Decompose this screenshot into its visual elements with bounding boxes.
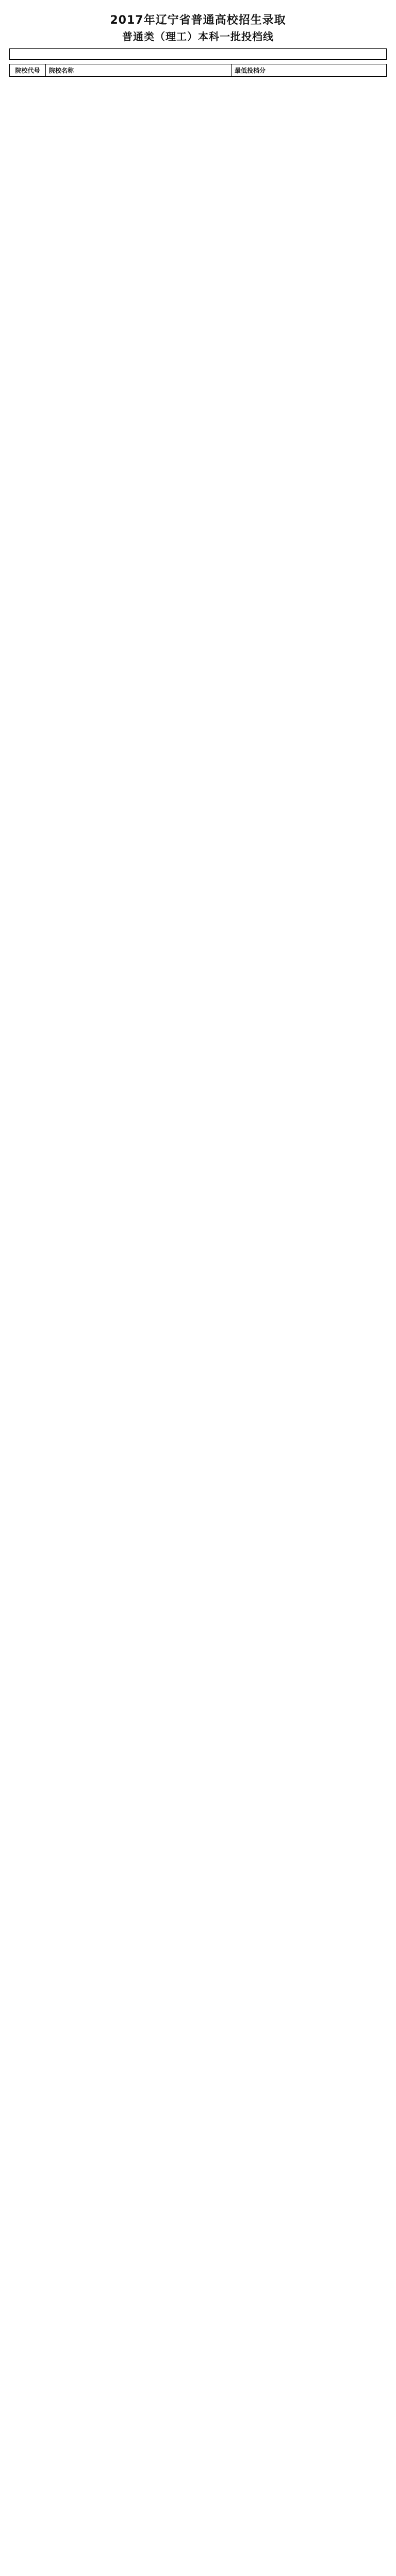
admission-table: [9, 64, 387, 77]
table-header-row: [10, 64, 387, 77]
table-header-score: 最低投档分: [232, 64, 387, 77]
page-title: 2017年辽宁省普通高校招生录取: [110, 14, 286, 27]
table-header-school: 院校名称: [46, 64, 232, 77]
table-header-code: 院校代号: [10, 64, 46, 77]
note-box: [9, 48, 387, 60]
page-subtitle: 普通类（理工）本科一批投档线: [122, 30, 274, 43]
